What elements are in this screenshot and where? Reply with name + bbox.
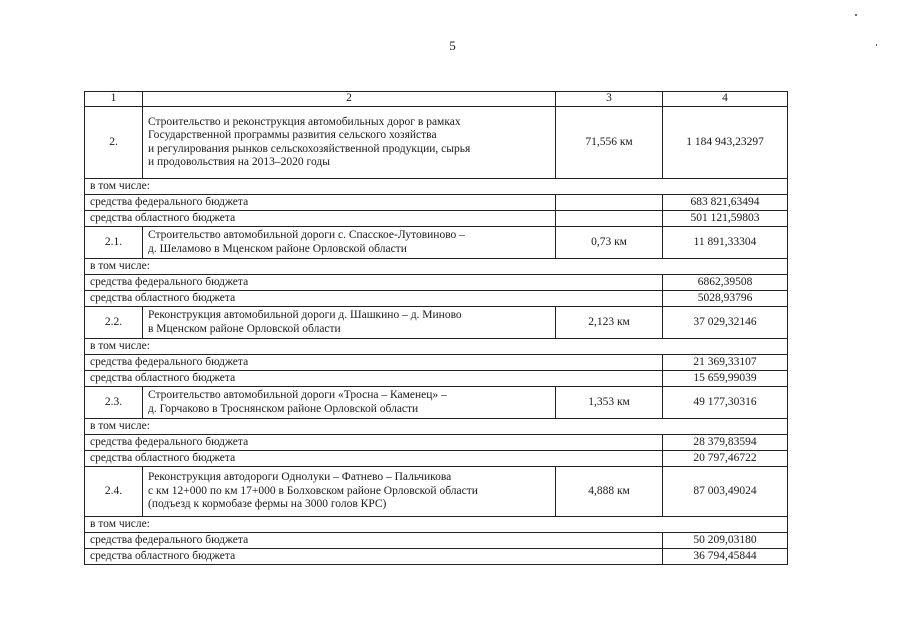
regional-budget-label: средства областного бюджета xyxy=(85,371,663,387)
regional-budget-row xyxy=(85,451,788,467)
header-col-3: 3 xyxy=(556,92,663,107)
header-col-1: 1 xyxy=(85,92,143,107)
project-title-line: Строительство автомобильной дороги с. Спасское-Лутовиново – xyxy=(148,229,465,241)
empty-cell xyxy=(556,195,663,211)
header-col-4: 4 xyxy=(663,92,788,107)
road-construction-table xyxy=(84,91,788,565)
project-row xyxy=(85,467,788,517)
federal-budget-row xyxy=(85,533,788,549)
project-title-line: и регулирования рынков сельскохозяйственной продукции, сырья xyxy=(148,142,471,155)
project-length: 4,888 км xyxy=(556,467,663,517)
project-number: 2.3. xyxy=(85,387,143,419)
including-label: в том числе: xyxy=(85,517,788,533)
regional-budget-value: 501 121,59803 xyxy=(663,211,788,227)
project-total: 49 177,30316 xyxy=(663,387,788,419)
project-number: 2.1. xyxy=(85,227,143,259)
project-title-line: (подъезд к кормобазе фермы на 3000 голов КРС) xyxy=(148,498,387,511)
including-row xyxy=(85,259,788,275)
project-total: 1 184 943,23297 xyxy=(663,107,788,179)
federal-budget-label: средства федерального бюджета xyxy=(85,195,556,211)
federal-budget-value: 50 209,03180 xyxy=(663,533,788,549)
regional-budget-value: 15 659,99039 xyxy=(663,371,788,387)
regional-budget-value: 5028,93796 xyxy=(663,291,788,307)
project-total: 87 003,49024 xyxy=(663,467,788,517)
federal-budget-row xyxy=(85,195,788,211)
regional-budget-label: средства областного бюджета xyxy=(85,211,556,227)
project-row xyxy=(85,107,788,179)
project-title xyxy=(143,387,556,419)
scan-speck xyxy=(855,14,857,16)
federal-budget-row xyxy=(85,435,788,451)
project-title-line: в Мценском районе Орловской области xyxy=(148,322,341,335)
federal-budget-value: 683 821,63494 xyxy=(663,195,788,211)
regional-budget-label: средства областного бюджета xyxy=(85,291,663,307)
project-row xyxy=(85,307,788,339)
regional-budget-row xyxy=(85,371,788,387)
project-title-line: Реконструкция автодороги Однолуки – Фатнево – Пальчикова xyxy=(148,471,452,484)
project-title-line: Реконструкция автомобильной дороги д. Шашкино – д. Миново xyxy=(148,309,462,321)
project-title xyxy=(143,227,556,259)
including-label: в том числе: xyxy=(85,259,788,275)
project-length: 2,123 км xyxy=(556,307,663,339)
regional-budget-value: 36 794,45844 xyxy=(663,549,788,565)
empty-cell xyxy=(556,211,663,227)
regional-budget-value: 20 797,46722 xyxy=(663,451,788,467)
federal-budget-label: средства федерального бюджета xyxy=(85,355,663,371)
project-total: 37 029,32146 xyxy=(663,307,788,339)
project-title-line: и продовольствия на 2013–2020 годы xyxy=(148,156,330,168)
including-row xyxy=(85,179,788,195)
project-total: 11 891,33304 xyxy=(663,227,788,259)
project-row xyxy=(85,387,788,419)
project-number: 2.2. xyxy=(85,307,143,339)
federal-budget-row xyxy=(85,355,788,371)
project-number: 2. xyxy=(85,107,143,179)
including-row xyxy=(85,419,788,435)
federal-budget-label: средства федерального бюджета xyxy=(85,533,663,549)
page-number: 5 xyxy=(449,38,456,53)
project-title-line: д. Шеламово в Мценском районе Орловской области xyxy=(148,242,407,255)
federal-budget-value: 6862,39508 xyxy=(663,275,788,291)
project-title-line: д. Горчаково в Троснянском районе Орловской области xyxy=(148,402,419,415)
project-title-line: с км 12+000 по км 17+000 в Болховском районе Орловской области xyxy=(148,484,478,497)
project-title xyxy=(143,467,556,517)
project-title xyxy=(143,307,556,339)
including-row xyxy=(85,339,788,355)
project-title-line: Строительство и реконструкция автомобильных дорог в рамках xyxy=(148,115,461,128)
project-length: 0,73 км xyxy=(556,227,663,259)
federal-budget-label: средства федерального бюджета xyxy=(85,435,663,451)
project-length: 1,353 км xyxy=(556,387,663,419)
including-row xyxy=(85,517,788,533)
project-number: 2.4. xyxy=(85,467,143,517)
project-title-line: Строительство автомобильной дороги «Тросна – Каменец» – xyxy=(148,389,447,401)
project-row xyxy=(85,227,788,259)
federal-budget-value: 28 379,83594 xyxy=(663,435,788,451)
scan-speck xyxy=(876,44,877,46)
regional-budget-label: средства областного бюджета xyxy=(85,549,663,565)
header-row xyxy=(85,92,788,107)
federal-budget-label: средства федерального бюджета xyxy=(85,275,663,291)
including-label: в том числе: xyxy=(85,419,788,435)
regional-budget-row xyxy=(85,291,788,307)
regional-budget-label: средства областного бюджета xyxy=(85,451,663,467)
project-length: 71,556 км xyxy=(556,107,663,179)
federal-budget-value: 21 369,33107 xyxy=(663,355,788,371)
federal-budget-row xyxy=(85,275,788,291)
regional-budget-row xyxy=(85,549,788,565)
including-label: в том числе: xyxy=(85,339,788,355)
regional-budget-row xyxy=(85,211,788,227)
including-label: в том числе: xyxy=(85,179,788,195)
header-col-2: 2 xyxy=(143,92,556,107)
project-title xyxy=(143,107,556,179)
project-title-line: Государственной программы развития сельского хозяйства xyxy=(148,129,437,141)
